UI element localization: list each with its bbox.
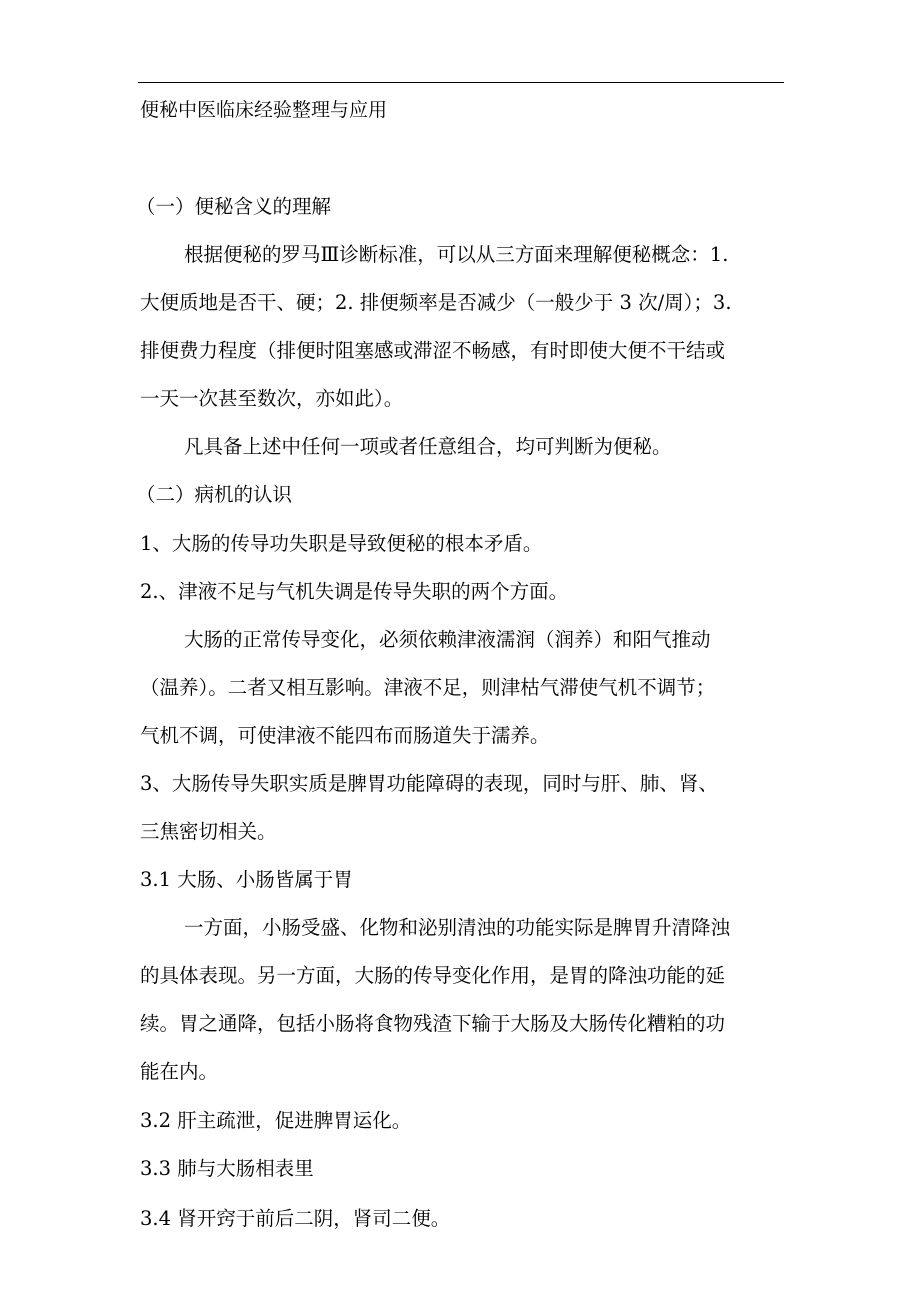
paragraph-line: 根据便秘的罗马Ⅲ诊断标准，可以从三方面来理解便秘概念：1.: [184, 243, 729, 266]
paragraph-line: 三焦密切相关。: [140, 820, 277, 843]
paragraph-line: 大肠的正常传导变化，必须依赖津液濡润（润养）和阳气推动: [184, 628, 711, 651]
document-title: 便秘中医临床经验整理与应用: [140, 99, 388, 121]
paragraph-line: 凡具备上述中任何一项或者任意组合，均可判断为便秘。: [184, 435, 672, 458]
list-item: 2.、津液不足与气机失调是传导失职的两个方面。: [140, 580, 569, 603]
header-rule: [138, 82, 784, 83]
paragraph-line: 一天一次甚至数次，亦如此）。: [140, 387, 404, 410]
paragraph-line: 气机不调，可使津液不能四布而肠道失于濡养。: [140, 724, 550, 747]
paragraph-line: 的具体表现。另一方面，大肠的传导变化作用，是胃的降浊功能的延: [140, 964, 726, 987]
paragraph-line: 一方面，小肠受盛、化物和泌别清浊的功能实际是脾胃升清降浊: [184, 916, 731, 939]
paragraph-line: 排便费力程度（排便时阻塞感或滞涩不畅感，有时即使大便不干结或: [140, 339, 726, 362]
paragraph-line: 大便质地是否干、硬；2. 排便频率是否减少（一般少于 3 次/周）；3.: [140, 291, 732, 314]
paragraph-line: 能在内。: [140, 1060, 219, 1083]
subsection-heading: 3.1 大肠、小肠皆属于胃: [140, 868, 353, 891]
list-item: 3、大肠传导失职实质是脾胃功能障碍的表现，同时与肝、肺、肾、: [140, 772, 718, 795]
paragraph-line: 续。胃之通降，包括小肠将食物残渣下输于大肠及大肠传化糟粕的功: [140, 1012, 726, 1035]
subsection-heading: 3.4 肾开窍于前后二阴，肾司二便。: [140, 1207, 451, 1230]
section-heading: （一）便秘含义的理解: [136, 195, 332, 218]
list-item: 1、大肠的传导功失职是导致便秘的根本矛盾。: [140, 532, 543, 555]
subsection-heading: 3.3 肺与大肠相表里: [140, 1157, 314, 1180]
subsection-heading: 3.2 肝主疏泄，促进脾胃运化。: [140, 1109, 412, 1132]
section-heading: （二）病机的认识: [136, 483, 293, 506]
paragraph-line: （温养）。二者又相互影响。津液不足，则津枯气滞使气机不调节；: [140, 676, 716, 699]
